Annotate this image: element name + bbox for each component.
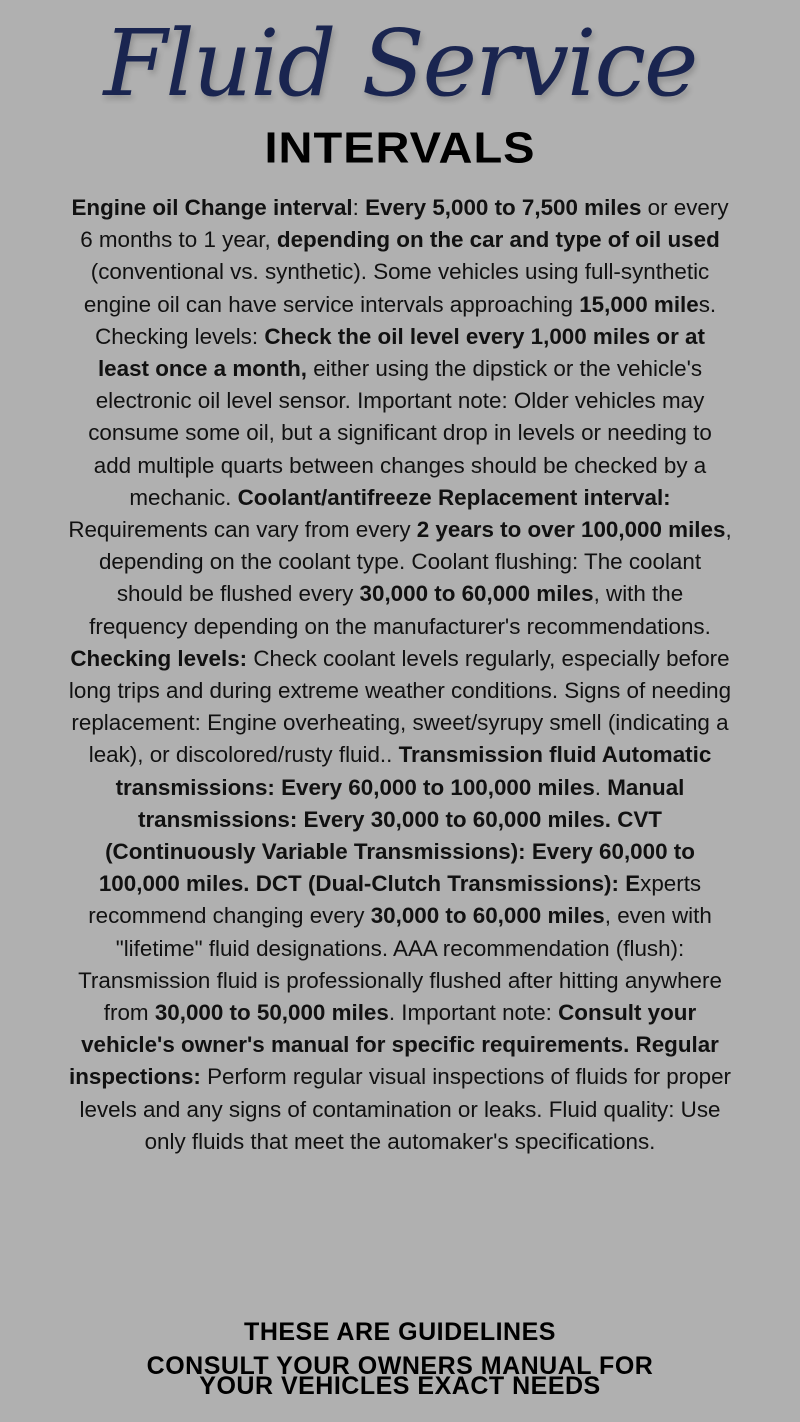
footer-consult-line-1: CONSULT YOUR OWNERS MANUAL FOR	[146, 1352, 654, 1380]
text-segment: xperts recommend changing every	[88, 871, 702, 929]
bold-text-segment: Every 5,000 to 7,500 miles	[365, 195, 642, 220]
bold-text-segment: 30,000 to 60,000 miles	[359, 581, 594, 607]
text-segment: Perform regular visual inspections of fluids for proper levels and any signs of contamination or leaks. Fluid quality: Use only fluids that meet the automaker's specifications.	[79, 1064, 732, 1154]
body-paragraph	[68, 192, 732, 1158]
text-segment: , with the frequency depending on the manufacturer's recommendations.	[89, 581, 711, 639]
bold-text-segment: depending on the car and type of oil used	[276, 227, 720, 253]
footer-guidelines: THESE ARE GUIDELINES	[244, 1318, 556, 1346]
text-segment: , depending on the coolant type. Coolant flushing: The coolant should be flushed every	[98, 517, 732, 607]
bold-text-segment: Engine oil Change interval	[71, 195, 353, 220]
bold-text-segment: Check the oil level every 1,000 miles or at least once a month,	[97, 323, 705, 382]
bold-text-segment: 30,000 to 60,000 miles	[370, 903, 605, 929]
text-segment: s. Checking levels:	[95, 291, 717, 349]
text-segment: or every 6 months to 1 year,	[80, 195, 729, 253]
text-segment: (conventional vs. synthetic). Some vehicles using full-synthetic engine oil can have service intervals approaching	[83, 259, 710, 317]
script-title: Fluid Service	[103, 10, 697, 117]
text-segment: .	[594, 774, 608, 800]
text-segment: Check coolant levels regularly, especially before long trips and during extreme weather conditions. Signs of needing replacement: Engine overheating, sweet/syrupy smell (indicating a leak), or discolored/rusty fluid..	[68, 645, 732, 768]
bold-text-segment: Coolant/antifreeze Replacement interval:	[237, 484, 671, 510]
footer-consult	[0, 1352, 800, 1400]
bold-text-segment: 15,000 mile	[579, 291, 699, 317]
text-segment: . Important note:	[388, 1000, 559, 1026]
footer-consult-line-2: YOUR VEHICLES EXACT NEEDS	[199, 1372, 601, 1400]
bold-text-segment: Checking levels:	[70, 645, 248, 671]
bold-text-segment: Consult your vehicle's owner's manual for specific requirements. Regular inspections:	[68, 1000, 719, 1090]
text-segment: , even with "lifetime" fluid designations. AAA recommendation (flush): Transmission fluid is professionally flushed after hitting anywhere from	[78, 903, 722, 1026]
bold-text-segment: Manual transmissions: Every 30,000 to 60,000 miles. CVT (Continuously Variable Transmissions): Every 60,000 to 100,000 miles. DCT (Dual-Clutch Transmissions): E	[98, 774, 695, 897]
subtitle: INTERVALS	[264, 123, 536, 172]
text-segment: :	[352, 195, 366, 220]
bold-text-segment: 2 years to over 100,000 miles	[416, 517, 726, 543]
bold-text-segment: 30,000 to 50,000 miles	[154, 1000, 389, 1026]
text-segment: Requirements can vary from every	[68, 517, 417, 543]
bold-text-segment: Transmission fluid Automatic transmissions: Every 60,000 to 100,000 miles	[115, 742, 712, 800]
text-segment: either using the dipstick or the vehicle's electronic oil level sensor. Important note: Older vehicles may consume some oil, but a significant drop in levels or needing to add multiple quarts between changes should be checked by a mechanic.	[88, 356, 712, 510]
